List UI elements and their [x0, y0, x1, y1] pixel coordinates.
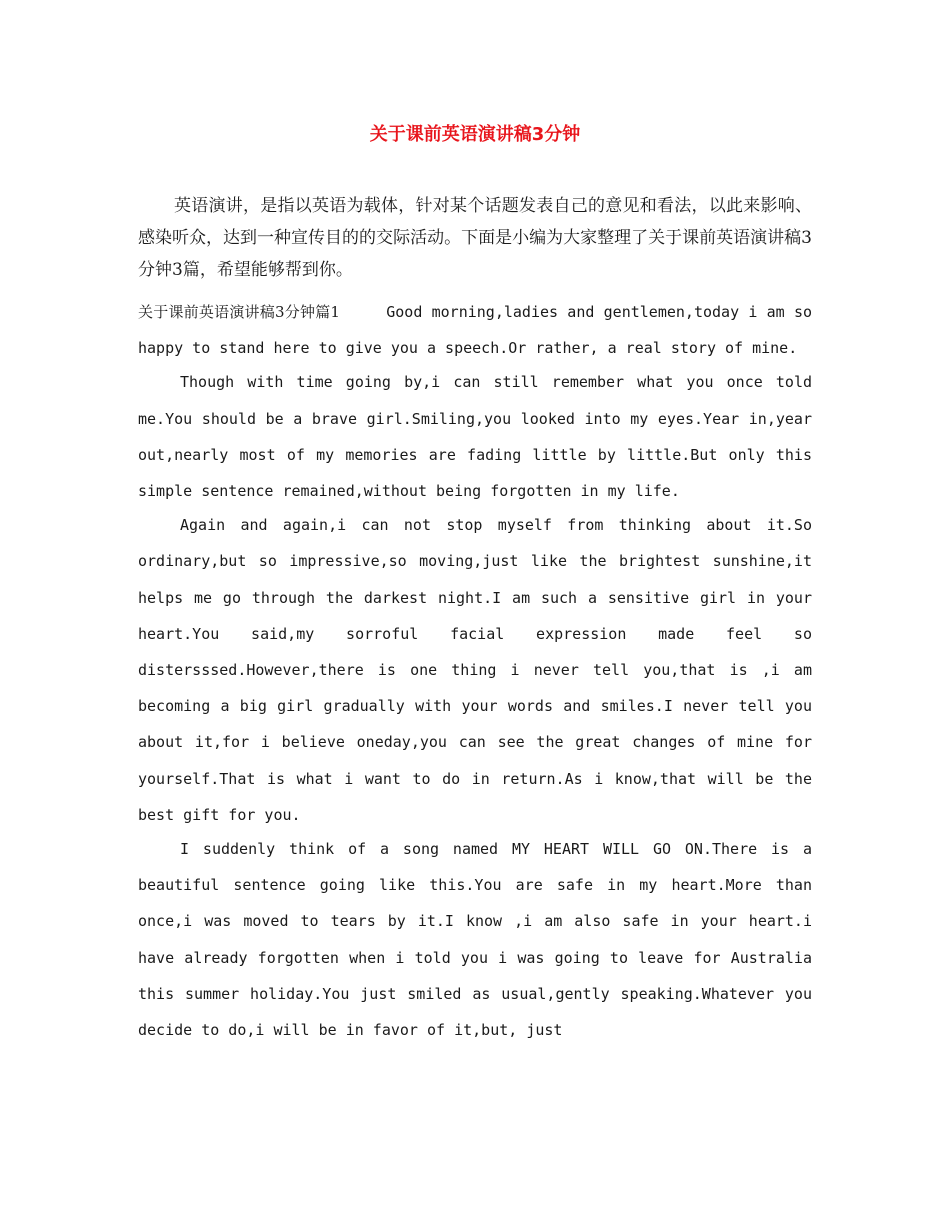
speech-body	[138, 294, 812, 1048]
speech-paragraph-1	[138, 294, 812, 366]
intro-paragraph: 英语演讲，是指以英语为载体，针对某个话题发表自己的意见和看法，以此来影响、感染听众，达到一种宣传目的的交际活动。下面是小编为大家整理了关于课前英语演讲稿3分钟3篇，希望能够帮到你。	[138, 196, 812, 280]
section-heading: 关于课前英语演讲稿3分钟篇1	[138, 303, 340, 321]
document-title: 关于课前英语演讲稿3分钟	[369, 124, 581, 145]
speech-paragraph-3: Again and again,i can not stop myself from thinking about it.So ordinary,but so impressive,so moving,just like the brightest sunshine,it helps me go through the darkest night.I am such a sensitive girl in your heart.You said,my sorroful facial expression made feel so distersssed.However,there is one thing i never tell you,that is ,i am becoming a big girl gradually with your words and smiles.I never tell you about it,for i believe oneday,you can see the great changes of mine for yourself.That is what i want to do in return.As i know,that will be the best gift for you.	[138, 516, 812, 824]
speech-paragraph-2: Though with time going by,i can still remember what you once told me.You should be a brave girl.Smiling,you looked into my eyes.Year in,year out,nearly most of my memories are fading little by little.But only this simple sentence remained,without being forgotten in my life.	[138, 373, 812, 501]
speech-paragraph-4: I suddenly think of a song named MY HEART WILL GO ON.There is a beautiful sentence going like this.You are safe in my heart.More than once,i was moved to tears by it.I know ,i am also safe in your heart.i have already forgotten when i told you i was going to leave for Australia this summer holiday.You just smiled as usual,gently speaking.Whatever you decide to do,i will be in favor of it,but, just	[138, 840, 812, 1040]
paragraph-text: Good morning,ladies and gentlemen,today i am so happy to stand here to give you a speech.Or rather, a real story of mine.	[138, 303, 813, 358]
